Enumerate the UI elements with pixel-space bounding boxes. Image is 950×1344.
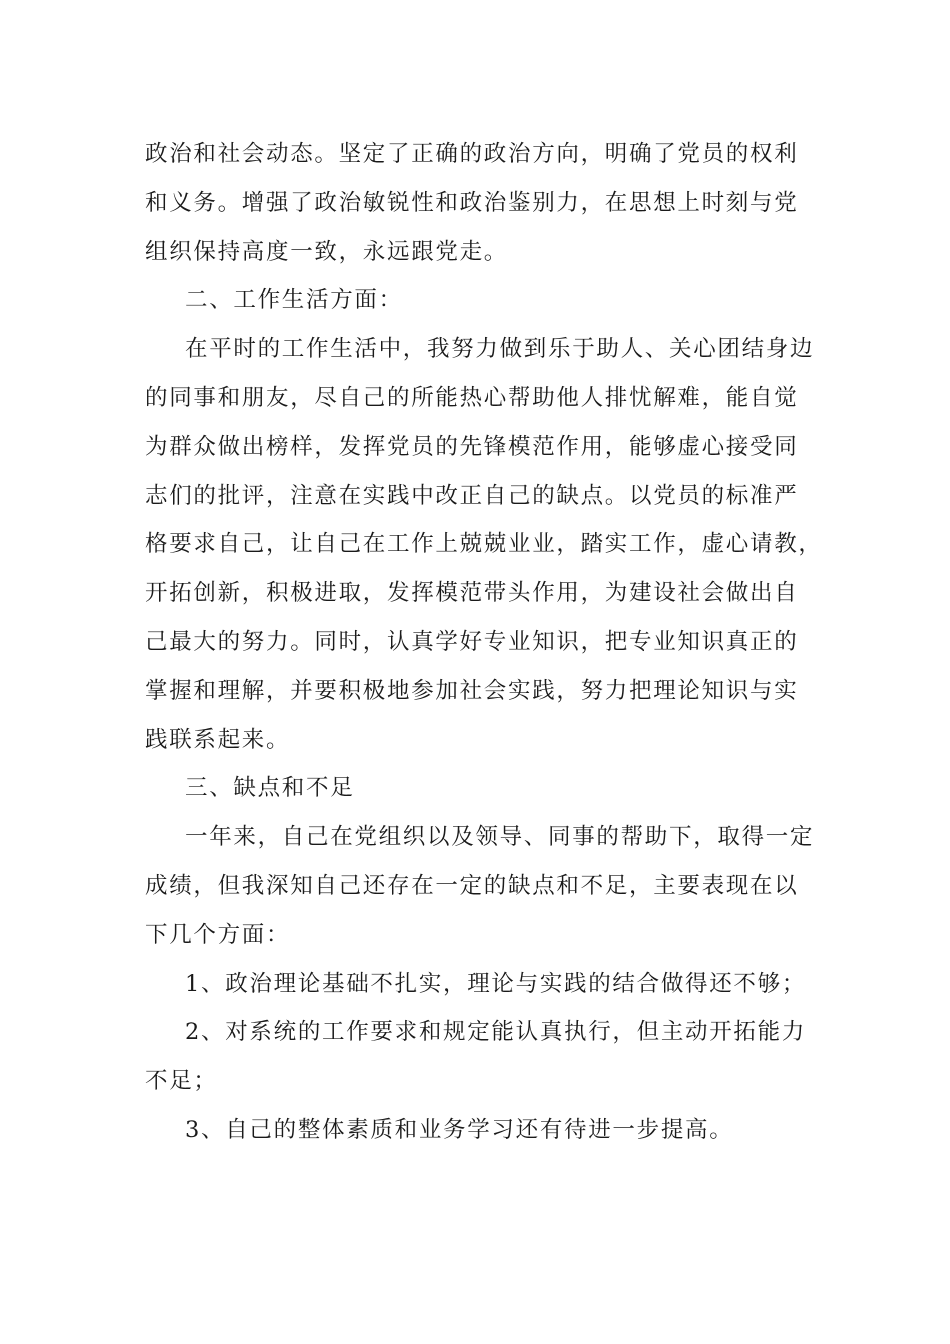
paragraph-line: 一年来，自己在党组织以及领导、同事的帮助下，取得一定 xyxy=(185,824,815,851)
list-item-2: 2、对系统的工作要求和规定能认真执行，但主动开拓能力 xyxy=(185,1019,807,1046)
paragraph-line: 的同事和朋友，尽自己的所能热心帮助他人排忧解难，能自觉 xyxy=(145,384,799,411)
paragraph-line: 志们的批评，注意在实践中改正自己的缺点。以党员的标准严 xyxy=(145,482,799,509)
paragraph-line: 在平时的工作生活中，我努力做到乐于助人、关心团结身边 xyxy=(185,336,815,363)
document-body xyxy=(145,130,823,1155)
list-item-3: 3、自己的整体素质和业务学习还有待进一步提高。 xyxy=(185,1116,734,1143)
section-heading-shortcomings: 三、缺点和不足 xyxy=(185,775,355,802)
paragraph-line: 掌握和理解，并要积极地参加社会实践，努力把理论知识与实 xyxy=(145,677,799,704)
list-item-2-continued: 不足； xyxy=(145,1068,218,1095)
paragraph-line: 和义务。增强了政治敏锐性和政治鉴别力，在思想上时刻与党 xyxy=(145,189,799,216)
paragraph-line: 成绩，但我深知自己还存在一定的缺点和不足，主要表现在以 xyxy=(145,872,799,899)
paragraph-line: 开拓创新，积极进取，发挥模范带头作用，为建设社会做出自 xyxy=(145,580,799,607)
paragraph-line: 组织保持高度一致，永远跟党走。 xyxy=(145,238,509,265)
paragraph-line: 己最大的努力。同时，认真学好专业知识，把专业知识真正的 xyxy=(145,628,799,655)
paragraph-line: 政治和社会动态。坚定了正确的政治方向，明确了党员的权利 xyxy=(145,141,799,167)
list-item-1: 1、政治理论基础不扎实，理论与实践的结合做得还不够； xyxy=(185,970,807,997)
paragraph-line: 践联系起来。 xyxy=(145,726,291,753)
paragraph-line: 下几个方面： xyxy=(145,921,291,948)
paragraph-line: 为群众做出榜样，发挥党员的先锋模范作用，能够虚心接受同 xyxy=(145,433,799,460)
section-heading-work-life: 二、工作生活方面： xyxy=(185,287,403,314)
paragraph-line: 格要求自己，让自己在工作上兢兢业业，踏实工作，虚心请教， xyxy=(145,531,823,558)
